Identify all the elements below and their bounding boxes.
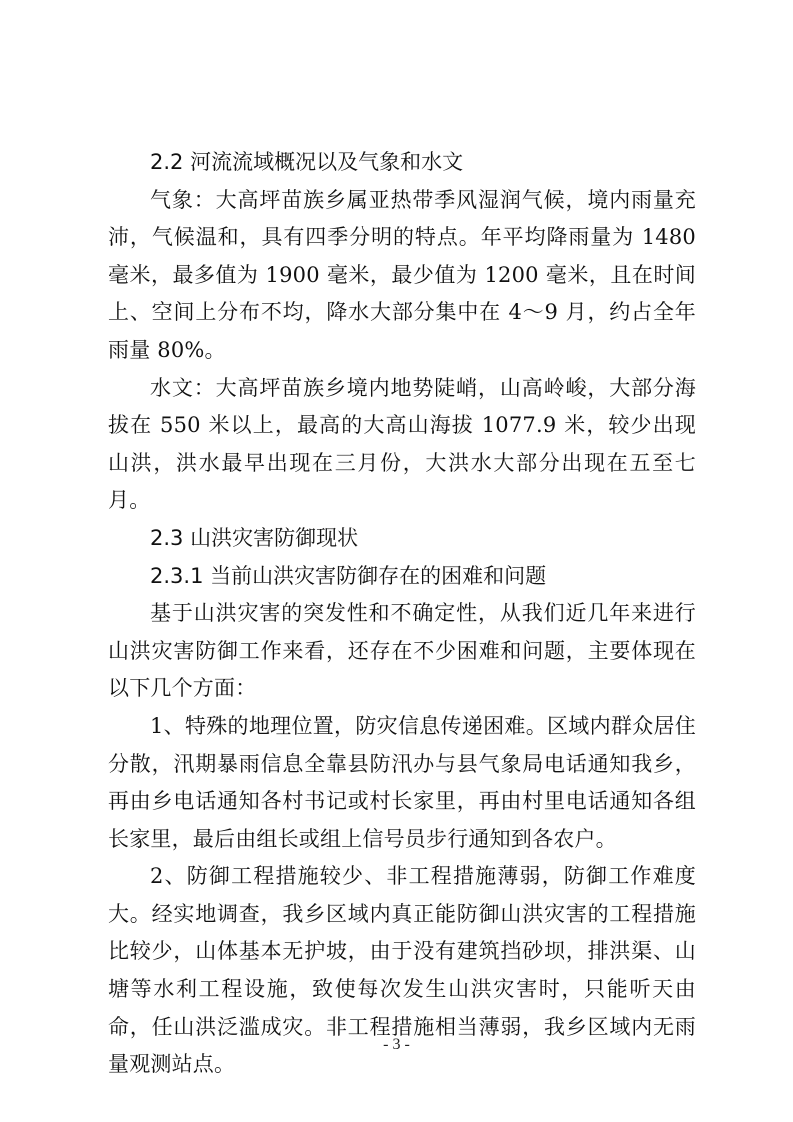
intro-paragraph: 基于山洪灾害的突发性和不确定性，从我们近几年来进行山洪灾害防御工作来看，还存在不少困难和问题，主要体现在以下几个方面：	[108, 601, 696, 701]
page-content	[108, 144, 696, 1084]
point-2-paragraph: 2、防御工程措施较少、非工程措施薄弱，防御工作难度大。经实地调查，我乡区域内真正能防御山洪灾害的工程措施比较少，山体基本无护坡，由于没有建筑挡砂坝，排洪渠、山塘等水利工程设施，致使每次发生山洪灾害时，只能听天由命，任山洪泛滥成灾。非工程措施相当薄弱，我乡区域内无雨量观测站点。	[108, 864, 696, 1077]
page-number: - 3 -	[383, 1036, 410, 1053]
weather-paragraph: 气象：大高坪苗族乡属亚热带季风湿润气候，境内雨量充沛，气候温和，具有四季分明的特点。年平均降雨量为 1480 毫米，最多值为 1900 毫米，最少值为 1200 毫米，且在时间上、空间上分布不均，降水大部分集中在 4～9 月，约占全年雨量 80%。	[108, 187, 696, 362]
section-heading-2-3: 2.3 山洪灾害防御现状	[150, 525, 359, 550]
section-heading-2-2: 2.2 河流流域概况以及气象和水文	[150, 150, 464, 174]
point-1-paragraph: 1、特殊的地理位置，防灾信息传递困难。区域内群众居住分散，汛期暴雨信息全靠县防汛办与县气象局电话通知我乡，再由乡电话通知各村书记或村长家里，再由村里电话通知各组长家里，最后由组长或组上信号员步行通知到各农户。	[108, 713, 696, 851]
section-heading-2-3-1: 2.3.1 当前山洪灾害防御存在的困难和问题	[150, 563, 547, 588]
hydrology-paragraph: 水文：大高坪苗族乡境内地势陡峭，山高岭峻，大部分海拔在 550 米以上，最高的大高山海拔 1077.9 米，较少出现山洪，洪水最早出现在三月份，大洪水大部分出现在五至七月。	[108, 375, 696, 513]
